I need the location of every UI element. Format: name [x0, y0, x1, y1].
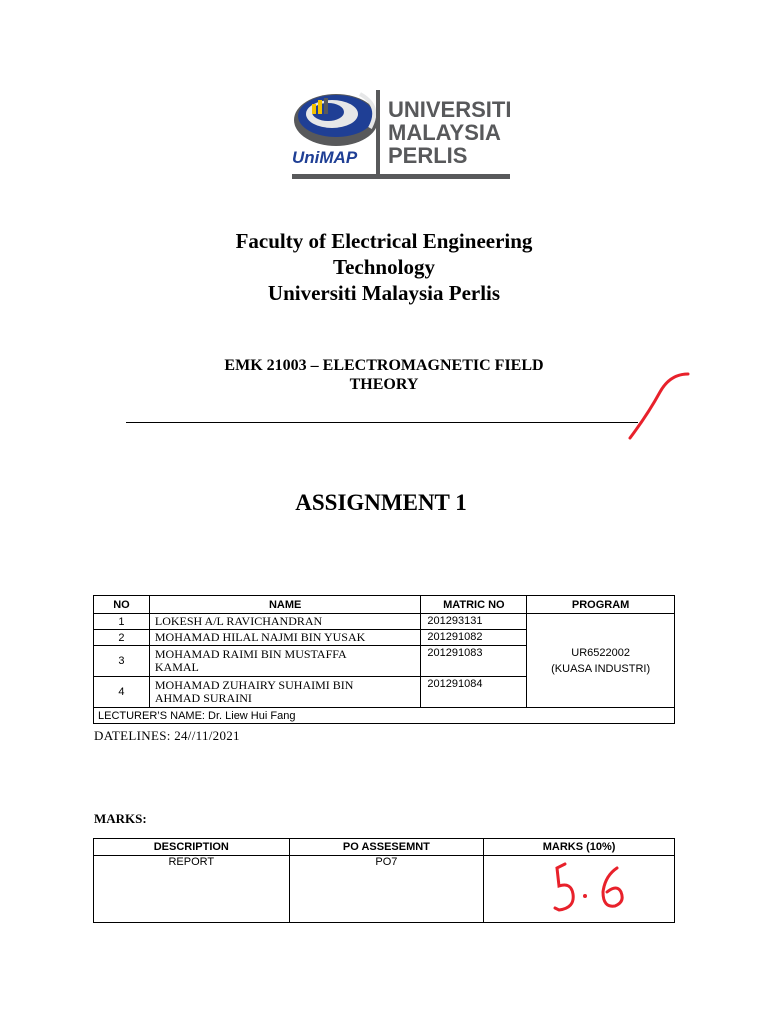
assignment-title: ASSIGNMENT 1 — [295, 490, 467, 515]
logo-underline — [292, 174, 510, 179]
logo-line: PERLIS — [388, 143, 468, 168]
table-header-row — [94, 596, 675, 614]
table-row — [94, 614, 675, 630]
student-no: 4 — [94, 677, 150, 708]
logo-divider — [376, 90, 380, 174]
header-program: PROGRAM — [527, 596, 675, 614]
student-name: MOHAMAD HILAL NAJMI BIN YUSAK — [149, 630, 421, 646]
student-matric: 201291083 — [421, 646, 527, 677]
faculty-line: Technology — [333, 255, 435, 279]
description-cell: REPORT — [94, 856, 290, 923]
logo-short-name: UniMAP — [292, 148, 358, 167]
table-header-row — [94, 839, 675, 856]
marks-label: MARKS: — [94, 811, 147, 826]
student-matric: 201293131 — [421, 614, 527, 630]
program-name: (KUASA INDUSTRI) — [551, 662, 651, 675]
course-line: EMK 21003 – ELECTROMAGNETIC FIELD — [224, 357, 544, 374]
students-table — [93, 595, 675, 724]
header-name: NAME — [149, 596, 421, 614]
student-matric: 201291082 — [421, 630, 527, 646]
faculty-line: Universiti Malaysia Perlis — [267, 281, 501, 305]
faculty-line: Faculty of Electrical Engineering — [235, 229, 533, 253]
header-po-assessment: PO ASSESEMNT — [289, 839, 484, 856]
logo-wordmark — [388, 98, 511, 167]
student-no: 3 — [94, 646, 150, 677]
course-title — [0, 356, 768, 394]
student-no: 1 — [94, 614, 150, 630]
lecturer-name: LECTURER’S NAME: Dr. Liew Hui Fang — [94, 708, 675, 724]
student-name: LOKESH A/L RAVICHANDRAN — [149, 614, 421, 630]
faculty-heading — [0, 228, 768, 306]
datelines: DATELINES: 24//11/2021 — [94, 728, 240, 743]
program-cell — [527, 614, 675, 708]
marks-cell — [484, 856, 675, 923]
student-no: 2 — [94, 630, 150, 646]
horizontal-rule — [126, 422, 638, 423]
student-name: MOHAMAD RAIMI BIN MUSTAFFA KAMAL — [149, 646, 421, 677]
logo-line: MALAYSIA — [388, 120, 501, 145]
lecturer-row — [94, 708, 675, 724]
program-code: UR6522002 — [571, 646, 630, 659]
course-line: THEORY — [349, 376, 419, 393]
handwritten-mark — [519, 856, 639, 918]
table-row — [94, 856, 675, 923]
unimap-emblem-icon — [290, 86, 386, 156]
header-description: DESCRIPTION — [94, 839, 290, 856]
logo-line: UNIVERSITI — [388, 97, 512, 122]
marks-table — [93, 838, 675, 923]
header-matric: MATRIC NO — [421, 596, 527, 614]
student-matric: 201291084 — [421, 677, 527, 708]
po-cell: PO7 — [289, 856, 484, 923]
student-name: MOHAMAD ZUHAIRY SUHAIMI BIN AHMAD SURAINI — [149, 677, 421, 708]
university-logo — [290, 86, 514, 182]
header-no: NO — [94, 596, 150, 614]
header-marks: MARKS (10%) — [484, 839, 675, 856]
